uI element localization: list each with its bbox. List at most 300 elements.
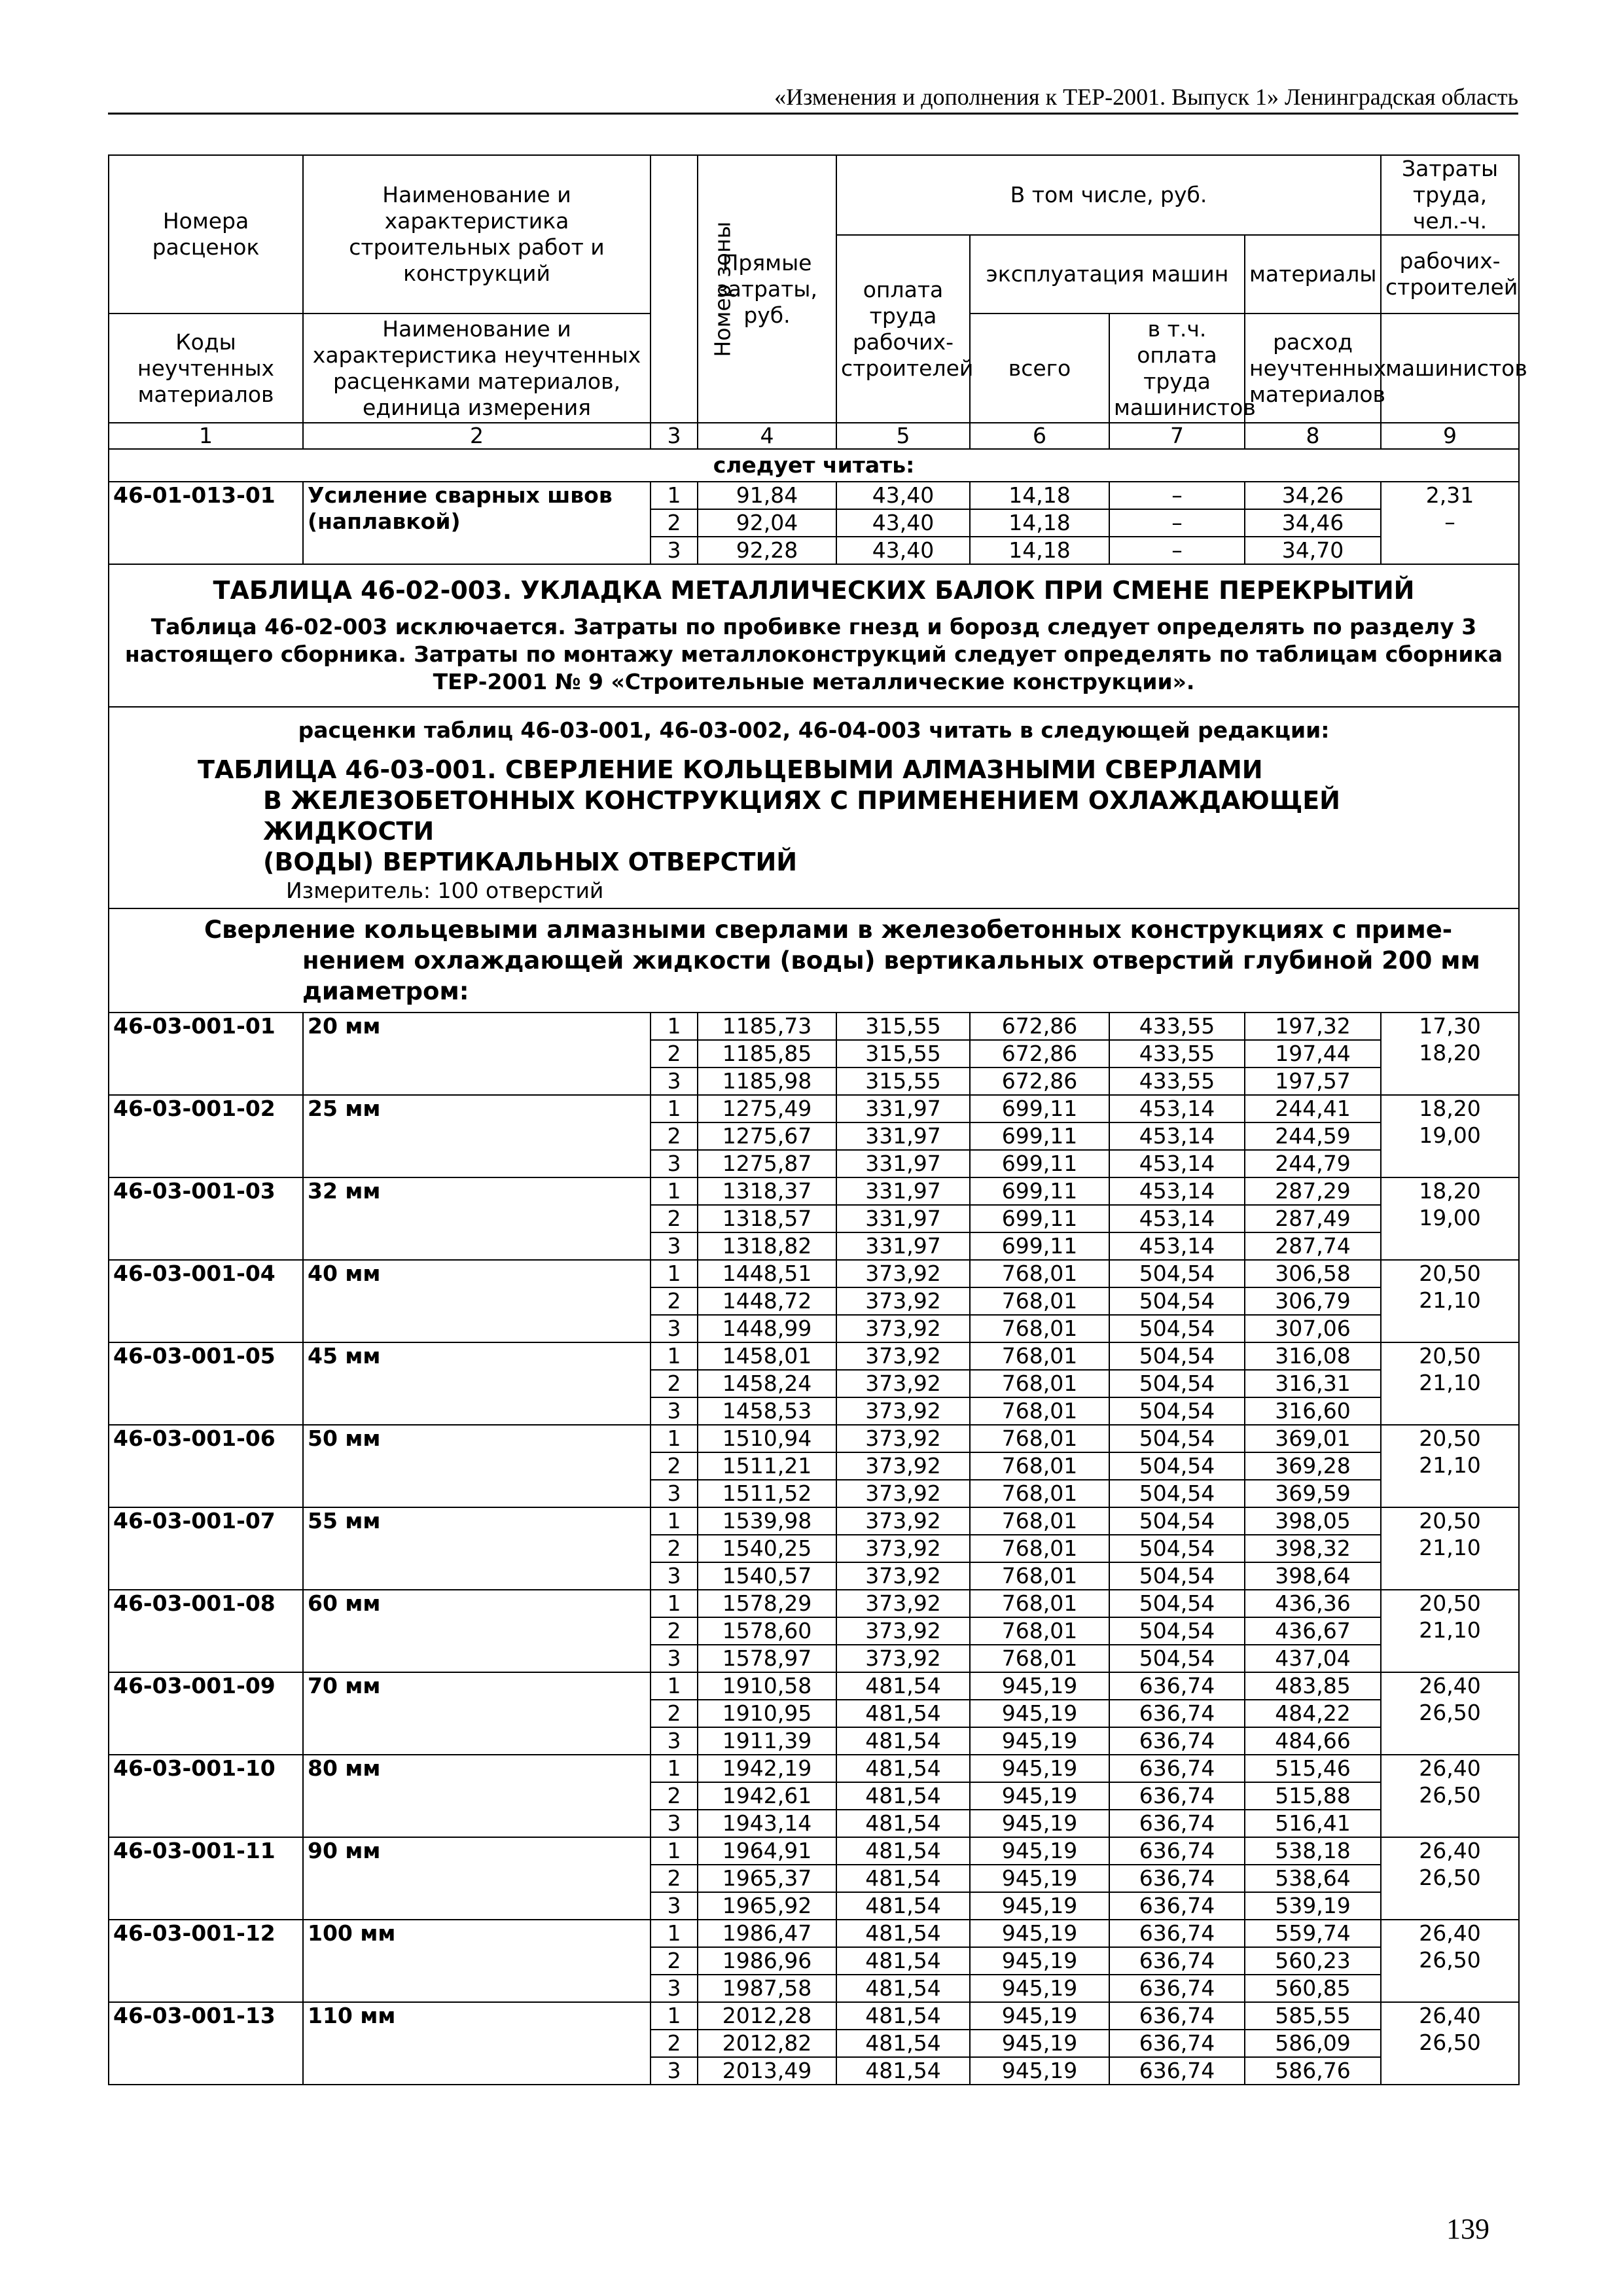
direct-cell: 1318,37 xyxy=(698,1177,836,1205)
column-number: 4 xyxy=(698,423,836,449)
zone-cell: 1 xyxy=(651,1425,698,1452)
direct-cell: 1910,95 xyxy=(698,1700,836,1727)
table-title-line: ТАБЛИЦА 46-03-001. СВЕРЛЕНИЕ КОЛЬЦЕВЫМИ АЛМАЗНЫМИ СВЕРЛАМИ xyxy=(198,755,1263,784)
wage-cell: 481,54 xyxy=(836,2002,970,2030)
header-wages: оплата труда рабочих-строителей xyxy=(836,235,970,423)
table-row xyxy=(109,1425,1519,1452)
header-machines-total: всего xyxy=(970,314,1109,423)
machines-cell: 768,01 xyxy=(970,1590,1109,1617)
direct-cell: 1185,98 xyxy=(698,1067,836,1095)
machines-cell: 14,18 xyxy=(970,537,1109,564)
direct-cell: 2012,28 xyxy=(698,2002,836,2030)
wage-cell: 43,40 xyxy=(836,537,970,564)
materials-cell: 307,06 xyxy=(1245,1315,1381,1342)
labor-cell: 26,50 xyxy=(1381,1947,1519,1975)
materials-cell: 316,08 xyxy=(1245,1342,1381,1370)
column-number: 3 xyxy=(651,423,698,449)
wage-cell: 481,54 xyxy=(836,1755,970,1782)
labor-cell: 26,50 xyxy=(1381,1700,1519,1727)
header-work-name: Наименование и характеристика строительных работ и конструкций xyxy=(303,155,651,314)
labor-cell: 26,40 xyxy=(1381,2002,1519,2030)
table-row xyxy=(109,1590,1519,1617)
machines-cell: 768,01 xyxy=(970,1617,1109,1645)
zone-cell: 1 xyxy=(651,1507,698,1535)
machines-cell: 699,11 xyxy=(970,1095,1109,1122)
machines-cell: 768,01 xyxy=(970,1397,1109,1425)
direct-cell: 1578,97 xyxy=(698,1645,836,1672)
direct-cell: 1511,21 xyxy=(698,1452,836,1480)
machinist-wage-cell: 636,74 xyxy=(1109,2002,1245,2030)
direct-cell: 1539,98 xyxy=(698,1507,836,1535)
header-zone xyxy=(651,155,736,423)
rate-code: 46-03-001-02 xyxy=(109,1095,303,1177)
materials-cell: 516,41 xyxy=(1245,1810,1381,1837)
wage-cell: 481,54 xyxy=(836,1837,970,1865)
running-header: «Изменения и дополнения к ТЕР-2001. Выпуск 1» Ленинградская область xyxy=(774,84,1518,110)
header-direct-costs: Прямые затраты, руб. xyxy=(698,155,836,423)
machines-cell: 945,19 xyxy=(970,2002,1109,2030)
machines-cell: 768,01 xyxy=(970,1425,1109,1452)
table-row xyxy=(109,1672,1519,1700)
machines-cell: 768,01 xyxy=(970,1535,1109,1562)
machinist-wage-cell: 504,54 xyxy=(1109,1507,1245,1535)
wage-cell: 373,92 xyxy=(836,1342,970,1370)
zone-cell: 2 xyxy=(651,1205,698,1232)
direct-cell: 92,28 xyxy=(698,537,836,564)
zone-cell: 3 xyxy=(651,1562,698,1590)
wage-cell: 481,54 xyxy=(836,1727,970,1755)
zone-cell: 3 xyxy=(651,1892,698,1920)
materials-cell: 539,19 xyxy=(1245,1892,1381,1920)
zone-cell: 3 xyxy=(651,1975,698,2002)
zone-cell: 3 xyxy=(651,2057,698,2085)
direct-cell: 1578,60 xyxy=(698,1617,836,1645)
column-number: 1 xyxy=(109,423,303,449)
rate-code: 46-03-001-05 xyxy=(109,1342,303,1425)
machines-cell: 768,01 xyxy=(970,1260,1109,1287)
wage-cell: 481,54 xyxy=(836,1892,970,1920)
machines-cell: 768,01 xyxy=(970,1452,1109,1480)
wage-cell: 373,92 xyxy=(836,1260,970,1287)
header-material-names: Наименование и характеристика неучтенных расценками материалов, единица измерения xyxy=(303,314,651,423)
zone-cell: 2 xyxy=(651,1947,698,1975)
machinist-wage-cell: 504,54 xyxy=(1109,1480,1245,1507)
wage-cell: 373,92 xyxy=(836,1397,970,1425)
table-row xyxy=(109,1837,1519,1865)
subsection-block xyxy=(109,908,1519,1013)
header-machinists: машинистов xyxy=(1381,314,1519,423)
machinist-wage-cell: 636,74 xyxy=(1109,1810,1245,1837)
rate-name: 80 мм xyxy=(303,1755,651,1837)
table-row xyxy=(109,1095,1519,1122)
table-row xyxy=(109,1507,1519,1535)
labor-cell: 20,50 xyxy=(1381,1507,1519,1535)
wage-cell: 481,54 xyxy=(836,2030,970,2057)
labor-cell: 26,40 xyxy=(1381,1837,1519,1865)
materials-cell: 586,76 xyxy=(1245,2057,1381,2085)
zone-cell: 1 xyxy=(651,1672,698,1700)
wage-cell: 373,92 xyxy=(836,1617,970,1645)
zone-cell: 2 xyxy=(651,2030,698,2057)
labor-cell: 20,50 xyxy=(1381,1425,1519,1452)
direct-cell: 1458,53 xyxy=(698,1397,836,1425)
rate-name: 55 мм xyxy=(303,1507,651,1590)
machines-cell: 768,01 xyxy=(970,1562,1109,1590)
machinist-wage-cell: 636,74 xyxy=(1109,1782,1245,1810)
header-materials: материалы xyxy=(1245,235,1381,314)
machinist-wage-cell: 504,54 xyxy=(1109,1617,1245,1645)
direct-cell: 92,04 xyxy=(698,509,836,537)
section2-title: ТАБЛИЦА 46-02-003. УКЛАДКА МЕТАЛЛИЧЕСКИХ БАЛОК ПРИ СМЕНЕ ПЕРЕКРЫТИЙ xyxy=(213,576,1415,605)
zone-cell: 2 xyxy=(651,1782,698,1810)
rate-name: 100 мм xyxy=(303,1920,651,2002)
direct-cell: 1275,49 xyxy=(698,1095,836,1122)
direct-cell: 1942,61 xyxy=(698,1782,836,1810)
machines-cell: 768,01 xyxy=(970,1507,1109,1535)
column-numbers-row xyxy=(109,423,1519,449)
labor-cell: 20,50 xyxy=(1381,1260,1519,1287)
direct-cell: 1458,01 xyxy=(698,1342,836,1370)
wage-cell: 481,54 xyxy=(836,1947,970,1975)
zone-cell: 1 xyxy=(651,1342,698,1370)
machines-cell: 699,11 xyxy=(970,1150,1109,1177)
machinist-wage-cell: 636,74 xyxy=(1109,2057,1245,2085)
zone-cell: 2 xyxy=(651,509,698,537)
direct-cell: 2013,49 xyxy=(698,2057,836,2085)
zone-cell: 1 xyxy=(651,1590,698,1617)
wage-cell: 481,54 xyxy=(836,2057,970,2085)
labor-cell xyxy=(1381,1975,1519,2002)
materials-cell: 515,88 xyxy=(1245,1782,1381,1810)
wage-cell: 481,54 xyxy=(836,1920,970,1947)
machinist-wage-cell: 453,14 xyxy=(1109,1205,1245,1232)
wage-cell: 331,97 xyxy=(836,1150,970,1177)
labor-cell xyxy=(1381,2057,1519,2085)
header-workers: рабочих-строителей xyxy=(1381,235,1519,314)
subsection-title xyxy=(116,914,1512,1007)
direct-cell: 1318,57 xyxy=(698,1205,836,1232)
table-title xyxy=(122,755,1505,878)
machines-cell: 945,19 xyxy=(970,1810,1109,1837)
wage-cell: 481,54 xyxy=(836,1975,970,2002)
header-rate-numbers: Номера расценок xyxy=(109,155,303,314)
wage-cell: 315,55 xyxy=(836,1040,970,1067)
subsection-title-line: нением охлаждающей жидкости (воды) вертикальных отверстий глубиной 200 мм xyxy=(302,946,1480,975)
rate-name: 25 мм xyxy=(303,1095,651,1177)
wage-cell: 373,92 xyxy=(836,1287,970,1315)
materials-cell: 538,64 xyxy=(1245,1865,1381,1892)
labor-cell: 26,50 xyxy=(1381,1865,1519,1892)
machines-cell: 945,19 xyxy=(970,1947,1109,1975)
machines-cell: 14,18 xyxy=(970,482,1109,509)
materials-cell: 287,29 xyxy=(1245,1177,1381,1205)
materials-cell: 560,23 xyxy=(1245,1947,1381,1975)
labor-cell: 2,31 xyxy=(1381,482,1519,509)
measure-unit: Измеритель: 100 отверстий xyxy=(286,878,604,903)
machines-cell: 768,01 xyxy=(970,1370,1109,1397)
direct-cell: 1578,29 xyxy=(698,1590,836,1617)
materials-cell: 586,09 xyxy=(1245,2030,1381,2057)
wage-cell: 481,54 xyxy=(836,1672,970,1700)
machines-cell: 14,18 xyxy=(970,509,1109,537)
machinist-wage-cell: – xyxy=(1109,509,1245,537)
materials-cell: 197,44 xyxy=(1245,1040,1381,1067)
wage-cell: 373,92 xyxy=(836,1480,970,1507)
wage-cell: 331,97 xyxy=(836,1095,970,1122)
labor-cell: 21,10 xyxy=(1381,1370,1519,1397)
rate-name: 90 мм xyxy=(303,1837,651,1920)
zone-cell: 1 xyxy=(651,1755,698,1782)
machinist-wage-cell: 504,54 xyxy=(1109,1645,1245,1672)
machinist-wage-cell: 636,74 xyxy=(1109,1975,1245,2002)
page-number: 139 xyxy=(1446,2213,1489,2245)
machines-cell: 945,19 xyxy=(970,1672,1109,1700)
materials-cell: 398,64 xyxy=(1245,1562,1381,1590)
zone-cell: 1 xyxy=(651,1095,698,1122)
materials-cell: 538,18 xyxy=(1245,1837,1381,1865)
materials-cell: 244,59 xyxy=(1245,1122,1381,1150)
labor-cell: 21,10 xyxy=(1381,1287,1519,1315)
machinist-wage-cell: 636,74 xyxy=(1109,1700,1245,1727)
table-row xyxy=(109,1755,1519,1782)
zone-cell: 2 xyxy=(651,1452,698,1480)
machinist-wage-cell: 636,74 xyxy=(1109,2030,1245,2057)
zone-cell: 3 xyxy=(651,1150,698,1177)
header-zone-label: Номер зоны xyxy=(709,221,736,357)
direct-cell: 1510,94 xyxy=(698,1425,836,1452)
direct-cell: 1185,85 xyxy=(698,1040,836,1067)
materials-cell: 244,79 xyxy=(1245,1150,1381,1177)
machines-cell: 945,19 xyxy=(970,1700,1109,1727)
labor-cell: 26,40 xyxy=(1381,1672,1519,1700)
direct-cell: 1448,99 xyxy=(698,1315,836,1342)
rates-table xyxy=(108,154,1527,2085)
labor-cell: 20,50 xyxy=(1381,1590,1519,1617)
rate-code: 46-03-001-11 xyxy=(109,1837,303,1920)
machines-cell: 768,01 xyxy=(970,1645,1109,1672)
wage-cell: 43,40 xyxy=(836,482,970,509)
direct-cell: 1540,25 xyxy=(698,1535,836,1562)
materials-cell: 369,28 xyxy=(1245,1452,1381,1480)
rate-code: 46-01-013-01 xyxy=(109,482,303,564)
machinist-wage-cell: 636,74 xyxy=(1109,1947,1245,1975)
machinist-wage-cell: 636,74 xyxy=(1109,1755,1245,1782)
rate-code: 46-03-001-09 xyxy=(109,1672,303,1755)
machinist-wage-cell: 453,14 xyxy=(1109,1122,1245,1150)
rate-code: 46-03-001-04 xyxy=(109,1260,303,1342)
zone-cell: 3 xyxy=(651,1810,698,1837)
machinist-wage-cell: 504,54 xyxy=(1109,1535,1245,1562)
machinist-wage-cell: 636,74 xyxy=(1109,1892,1245,1920)
zone-cell: 2 xyxy=(651,1287,698,1315)
materials-cell: 436,67 xyxy=(1245,1617,1381,1645)
rate-code: 46-03-001-10 xyxy=(109,1755,303,1837)
rate-code: 46-03-001-07 xyxy=(109,1507,303,1590)
materials-cell: 34,26 xyxy=(1245,482,1381,509)
wage-cell: 331,97 xyxy=(836,1122,970,1150)
materials-cell: 484,66 xyxy=(1245,1727,1381,1755)
materials-cell: 585,55 xyxy=(1245,2002,1381,2030)
column-number: 8 xyxy=(1245,423,1381,449)
table-row xyxy=(109,1177,1519,1205)
section1-note: следует читать: xyxy=(109,449,1519,482)
machinist-wage-cell: 636,74 xyxy=(1109,1920,1245,1947)
direct-cell: 1458,24 xyxy=(698,1370,836,1397)
rate-code: 46-03-001-01 xyxy=(109,1013,303,1095)
zone-cell: 2 xyxy=(651,1617,698,1645)
zone-cell: 2 xyxy=(651,1122,698,1150)
rate-code: 46-03-001-03 xyxy=(109,1177,303,1260)
machines-cell: 699,11 xyxy=(970,1232,1109,1260)
wage-cell: 331,97 xyxy=(836,1232,970,1260)
header-including: В том числе, руб. xyxy=(836,155,1381,235)
machinist-wage-cell: 636,74 xyxy=(1109,1672,1245,1700)
wage-cell: 481,54 xyxy=(836,1782,970,1810)
table-row xyxy=(109,1013,1519,1040)
header-material-codes: Коды неучтенных материалов xyxy=(109,314,303,423)
section2-note: Таблица 46-02-003 исключается. Затраты по пробивке гнезд и борозд следует определять по разделу 3 настоящего сборника. Затраты по монтажу металлоконструкций следует определять по таблицам сборника ТЕР-2001 № 9 «Строительные металлические конструкции». xyxy=(124,614,1503,694)
machinist-wage-cell: 453,14 xyxy=(1109,1150,1245,1177)
wage-cell: 315,55 xyxy=(836,1067,970,1095)
direct-cell: 1185,73 xyxy=(698,1013,836,1040)
rate-name: 60 мм xyxy=(303,1590,651,1672)
column-number: 9 xyxy=(1381,423,1519,449)
direct-cell: 1275,67 xyxy=(698,1122,836,1150)
rate-name: 32 мм xyxy=(303,1177,651,1260)
direct-cell: 91,84 xyxy=(698,482,836,509)
machinist-wage-cell: 504,54 xyxy=(1109,1562,1245,1590)
rate-name: 45 мм xyxy=(303,1342,651,1425)
rate-name: 70 мм xyxy=(303,1672,651,1755)
materials-cell: 437,04 xyxy=(1245,1645,1381,1672)
table-row xyxy=(109,1260,1519,1287)
materials-cell: 287,74 xyxy=(1245,1232,1381,1260)
zone-cell: 1 xyxy=(651,1920,698,1947)
column-number: 6 xyxy=(970,423,1109,449)
materials-cell: 398,05 xyxy=(1245,1507,1381,1535)
machinist-wage-cell: 504,54 xyxy=(1109,1452,1245,1480)
header-machinist-wages: в т.ч. оплата труда машинистов xyxy=(1109,314,1245,423)
wage-cell: 373,92 xyxy=(836,1535,970,1562)
table-row xyxy=(109,1342,1519,1370)
machinist-wage-cell: 433,55 xyxy=(1109,1067,1245,1095)
machines-cell: 672,86 xyxy=(970,1013,1109,1040)
labor-cell xyxy=(1381,1562,1519,1590)
machines-cell: 672,86 xyxy=(970,1067,1109,1095)
rate-name: Усиление сварных швов (наплавкой) xyxy=(303,482,651,564)
direct-cell: 1318,82 xyxy=(698,1232,836,1260)
machinist-wage-cell: 636,74 xyxy=(1109,1727,1245,1755)
machinist-wage-cell: 453,14 xyxy=(1109,1177,1245,1205)
wage-cell: 373,92 xyxy=(836,1590,970,1617)
zone-cell: 3 xyxy=(651,1067,698,1095)
machines-cell: 945,19 xyxy=(970,2030,1109,2057)
table-title-line: (ВОДЫ) ВЕРТИКАЛЬНЫХ ОТВЕРСТИЙ xyxy=(263,848,798,876)
labor-cell xyxy=(1381,1480,1519,1507)
materials-cell: 483,85 xyxy=(1245,1672,1381,1700)
zone-cell: 1 xyxy=(651,1177,698,1205)
machinist-wage-cell: 636,74 xyxy=(1109,1837,1245,1865)
column-number: 7 xyxy=(1109,423,1245,449)
materials-cell: 316,31 xyxy=(1245,1370,1381,1397)
labor-cell xyxy=(1381,1645,1519,1672)
rate-code: 46-03-001-12 xyxy=(109,1920,303,2002)
labor-cell xyxy=(1381,1727,1519,1755)
zone-cell: 3 xyxy=(651,1480,698,1507)
labor-cell xyxy=(1381,537,1519,564)
section3-block xyxy=(109,707,1519,908)
rate-name: 50 мм xyxy=(303,1425,651,1507)
labor-cell xyxy=(1381,1067,1519,1095)
wage-cell: 373,92 xyxy=(836,1452,970,1480)
machinist-wage-cell: 453,14 xyxy=(1109,1095,1245,1122)
labor-cell xyxy=(1381,1810,1519,1837)
labor-cell: 19,00 xyxy=(1381,1205,1519,1232)
header-machines: эксплуатация машин xyxy=(970,235,1245,314)
header-material-usage: расход неучтенных материалов xyxy=(1245,314,1381,423)
machines-cell: 672,86 xyxy=(970,1040,1109,1067)
machines-cell: 945,19 xyxy=(970,1782,1109,1810)
rate-name: 40 мм xyxy=(303,1260,651,1342)
labor-cell xyxy=(1381,1150,1519,1177)
labor-cell: 17,30 xyxy=(1381,1013,1519,1040)
zone-cell: 3 xyxy=(651,1397,698,1425)
direct-cell: 1540,57 xyxy=(698,1562,836,1590)
labor-cell: 20,50 xyxy=(1381,1342,1519,1370)
wage-cell: 373,92 xyxy=(836,1315,970,1342)
machinist-wage-cell: – xyxy=(1109,537,1245,564)
column-number: 2 xyxy=(303,423,651,449)
machinist-wage-cell: 504,54 xyxy=(1109,1260,1245,1287)
wage-cell: 373,92 xyxy=(836,1507,970,1535)
machines-cell: 768,01 xyxy=(970,1342,1109,1370)
rate-code: 46-03-001-06 xyxy=(109,1425,303,1507)
direct-cell: 1448,51 xyxy=(698,1260,836,1287)
labor-cell: 21,10 xyxy=(1381,1452,1519,1480)
labor-cell: 18,20 xyxy=(1381,1040,1519,1067)
machines-cell: 945,19 xyxy=(970,1892,1109,1920)
direct-cell: 1986,96 xyxy=(698,1947,836,1975)
machines-cell: 945,19 xyxy=(970,1727,1109,1755)
wage-cell: 331,97 xyxy=(836,1177,970,1205)
materials-cell: 559,74 xyxy=(1245,1920,1381,1947)
machinist-wage-cell: 504,54 xyxy=(1109,1425,1245,1452)
table-title-line: В ЖЕЛЕЗОБЕТОННЫХ КОНСТРУКЦИЯХ С ПРИМЕНЕНИЕМ ОХЛАЖДАЮЩЕЙ ЖИДКОСТИ xyxy=(263,786,1340,846)
zone-cell: 2 xyxy=(651,1370,698,1397)
subsection-title-line: Сверление кольцевыми алмазными сверлами в железобетонных конструкциях с приме- xyxy=(204,916,1453,944)
labor-cell xyxy=(1381,1892,1519,1920)
zone-cell: 1 xyxy=(651,482,698,509)
machinist-wage-cell: – xyxy=(1109,482,1245,509)
labor-cell xyxy=(1381,1315,1519,1342)
machines-cell: 699,11 xyxy=(970,1122,1109,1150)
wage-cell: 373,92 xyxy=(836,1370,970,1397)
machines-cell: 945,19 xyxy=(970,1865,1109,1892)
direct-cell: 1910,58 xyxy=(698,1672,836,1700)
wage-cell: 43,40 xyxy=(836,509,970,537)
direct-cell: 1511,52 xyxy=(698,1480,836,1507)
rate-code: 46-03-001-08 xyxy=(109,1590,303,1672)
materials-cell: 306,58 xyxy=(1245,1260,1381,1287)
materials-cell: 197,57 xyxy=(1245,1067,1381,1095)
wage-cell: 315,55 xyxy=(836,1013,970,1040)
wage-cell: 481,54 xyxy=(836,1865,970,1892)
machinist-wage-cell: 504,54 xyxy=(1109,1397,1245,1425)
direct-cell: 1965,37 xyxy=(698,1865,836,1892)
zone-cell: 3 xyxy=(651,1727,698,1755)
machines-cell: 945,19 xyxy=(970,1837,1109,1865)
machinist-wage-cell: 433,55 xyxy=(1109,1013,1245,1040)
